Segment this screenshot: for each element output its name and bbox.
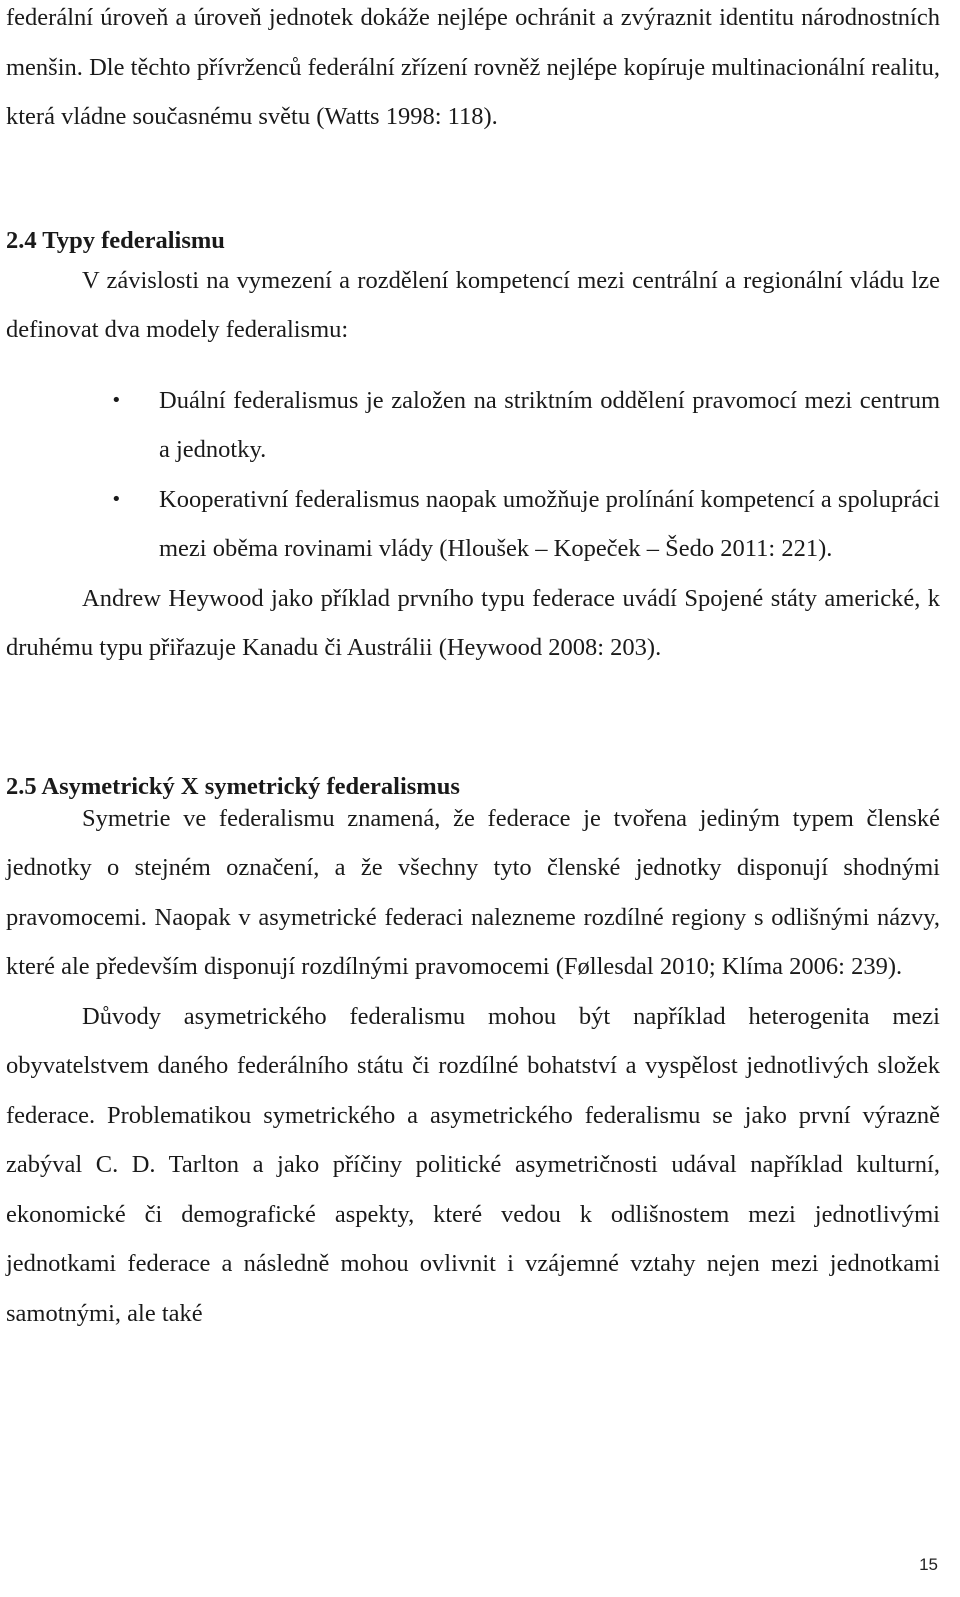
- section-2-5-paragraph-1: Symetrie ve federalismu znamená, že federace je tvořena jediným typem členské jednotky o stejném označení, a že všechny tyto členské jednotky disponují shodnými pravomocemi. Naopak v asymetrické federaci nalezneme rozdílné regiony s odlišnými názvy, které ale především disponují rozdílnými pravomocemi (Føllesdal 2010; Klíma 2006: 239).: [6, 804, 940, 980]
- document-page: [6, 0, 940, 1338]
- section-2-5-paragraph-2: Důvody asymetrického federalismu mohou být například heterogenita mezi obyvatelstvem daného federálního státu či rozdílné bohatství a vyspělost jednotlivých složek federace. Problematikou symetrického a asymetrického federalismu se jako první výrazně zabýval C. D. Tarlton a jako příčiny politické asymetričnosti udával například kulturní, ekonomické či demografické aspekty, které vedou k odlišnostem mezi jednotlivými jednotkami federace a následně mohou ovlivnit i vzájemné vztahy nejen mezi jednotkami samotnými, ale také: [6, 1002, 940, 1327]
- section-heading-2-4: 2.4 Typy federalismu: [6, 226, 225, 254]
- bullet-icon: •: [111, 389, 122, 411]
- list-item-text: Kooperativní federalismus naopak umožňuje prolínání kompetencí a spolupráci mezi oběma rovinami vlády (Hloušek – Kopeček – Šedo 2011: 221).: [159, 485, 940, 562]
- list-item: [6, 376, 940, 475]
- bullet-icon: •: [111, 488, 122, 510]
- section-2-4-closing-paragraph: Andrew Heywood jako příklad prvního typu federace uvádí Spojené státy americké, k druhému typu přiřazuje Kanadu či Austrálii (Heywood 2008: 203).: [6, 584, 940, 661]
- federalism-types-list: [6, 376, 940, 574]
- section-2-4-lead-paragraph: V závislosti na vymezení a rozdělení kompetencí mezi centrální a regionální vládu lze definovat dva modely federalismu:: [6, 266, 940, 343]
- page-number: 15: [919, 1555, 938, 1574]
- list-item: [6, 475, 940, 574]
- intro-paragraph: federální úroveň a úroveň jednotek dokáže nejlépe ochránit a zvýraznit identitu národnostních menšin. Dle těchto přívrženců federální zřízení rovněž nejlépe kopíruje multinacionální realitu, která vládne současnému světu (Watts 1998: 118).: [6, 4, 940, 130]
- section-heading-2-5: 2.5 Asymetrický X symetrický federalismus: [6, 772, 460, 800]
- list-item-text: Duální federalismus je založen na striktním oddělení pravomocí mezi centrum a jednotky.: [159, 386, 940, 463]
